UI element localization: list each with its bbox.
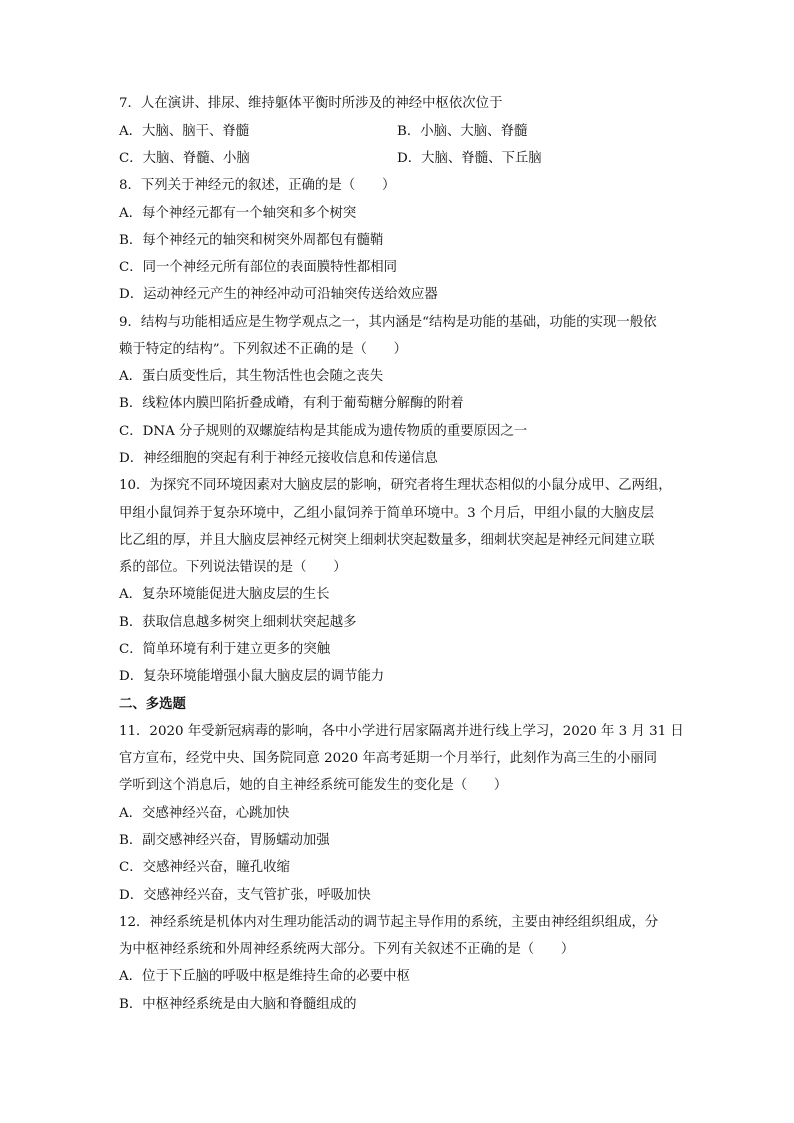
q9-stem-line1: 9．结构与功能相适应是生物学观点之一，其内涵是“结构是功能的基础，功能的实现一般依 [119,315,657,330]
q10-option-d: D．复杂环境能增强小鼠大脑皮层的调节能力 [119,669,385,684]
q8-option-d: D．运动神经元产生的神经冲动可沿轴突传送给效应器 [119,287,438,302]
q11-option-a: A．交感神经兴奋，心跳加快 [119,806,290,821]
q8-stem: 8．下列关于神经元的叙述，正确的是（ ） [119,178,396,193]
q7-stem: 7．人在演讲、排尿、维持躯体平衡时所涉及的神经中枢依次位于 [119,96,503,111]
q9-stem-line2: 赖于特定的结构”。下列叙述不正确的是（ ） [119,342,408,357]
q7-option-c: C．大脑、脊髓、小脑 [119,151,250,166]
q9-option-c: C．DNA 分子规则的双螺旋结构是其能成为遗传物质的重要原因之一 [119,424,528,439]
q12-option-a: A．位于下丘脑的呼吸中枢是维持生命的必要中枢 [119,969,410,984]
q9-option-b: B．线粒体内膜凹陷折叠成嵴，有利于葡萄糖分解酶的附着 [119,396,464,411]
q11-option-b: B．副交感神经兴奋，胃肠蠕动加强 [119,833,330,848]
q8-option-b: B．每个神经元的轴突和树突外周都包有髓鞘 [119,233,384,248]
q12-option-b: B．中枢神经系统是由大脑和脊髓组成的 [119,997,357,1012]
q12-stem-line2: 为中枢神经系统和外周神经系统两大部分。下列有关叙述不正确的是（ ） [119,942,575,957]
q12-stem-line1: 12．神经系统是机体内对生理功能活动的调节起主导作用的系统，主要由神经组织组成，分 [119,915,659,930]
q10-option-b: B．获取信息越多树突上细刺状突起越多 [119,615,357,630]
q11-option-d: D．交感神经兴奋，支气管扩张，呼吸加快 [119,888,371,903]
q10-stem-line3: 比乙组的厚，并且大脑皮层神经元树突上细刺状突起数量多，细刺状突起是神经元间建立联 [119,533,655,548]
q11-stem-line1: 11．2020 年受新冠病毒的影响，各中小学进行居家隔离并进行线上学习，2020 年 3 月 31 日 [119,724,684,739]
q10-stem-line4: 系的部位。下列说法错误的是（ ） [119,560,347,575]
q11-option-c: C．交感神经兴奋，瞳孔收缩 [119,860,290,875]
q7-option-b: B．小脑、大脑、脊髓 [397,124,528,139]
q10-stem-line2: 甲组小鼠饲养于复杂环境中，乙组小鼠饲养于简单环境中。3 个月后，甲组小鼠的大脑皮层 [119,506,655,521]
q11-stem-line3: 学听到这个消息后，她的自主神经系统可能发生的变化是（ ） [119,778,508,793]
q8-option-c: C．同一个神经元所有部位的表面膜特性都相同 [119,260,398,275]
q10-option-c: C．简单环境有利于建立更多的突触 [119,642,331,657]
section-title-multiple-choice: 二、多选题 [119,697,186,712]
q10-option-a: A．复杂环境能促进大脑皮层的生长 [119,587,330,602]
q10-stem-line1: 10．为探究不同环境因素对大脑皮层的影响，研究者将生理状态相似的小鼠分成甲、乙两组， [119,478,672,493]
q8-option-a: A．每个神经元都有一个轴突和多个树突 [119,206,357,221]
q9-option-d: D．神经细胞的突起有利于神经元接收信息和传递信息 [119,451,438,466]
q11-stem-line2: 官方宣布，经党中央、国务院同意 2020 年高考延期一个月举行，此刻作为高三生的小丽同 [119,751,658,766]
q9-option-a: A．蛋白质变性后，其生物活性也会随之丧失 [119,369,384,384]
q7-option-a: A．大脑、脑干、脊髓 [119,124,250,139]
q7-option-d: D．大脑、脊髓、下丘脑 [397,151,542,166]
